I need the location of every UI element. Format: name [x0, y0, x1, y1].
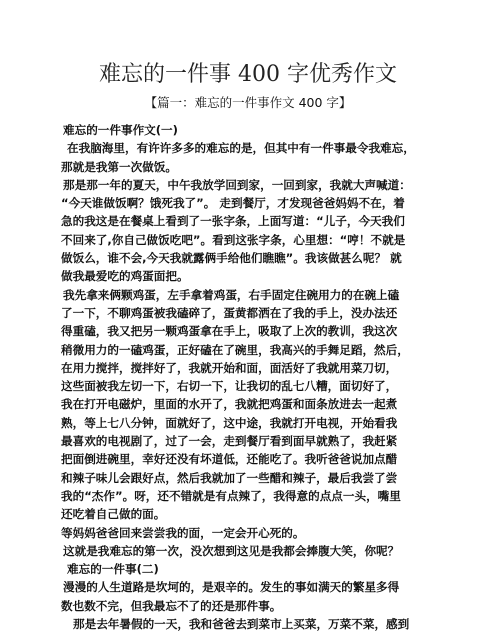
text-line: 数也数不完，但我最忘不了的还是那件事。 [61, 598, 282, 613]
text-line: 那是去年暑假的一天，我和爸爸去到菜市上买菜，万菜不菜，感到 [73, 617, 410, 632]
text-line: 我先拿来俩颗鸡蛋，左手拿着鸡蛋，右手固定住碗用力的在碗上磕 [63, 287, 400, 302]
text-line: 那是那一年的夏天，中午我放学回到家，一回到家，我就大声喊道： [63, 177, 411, 192]
text-line: 了一下，不聊鸡蛋被我磕碎了，蛋黄都洒在了我的手上，没办法还 [61, 305, 398, 320]
text-line: 和辣子味儿会跟好点，然后我就加了一些醋和辣子，最后我尝了尝 [61, 470, 398, 485]
text-line: 这些面被我左切一下，右切一下，让我切的乱七八糟，面切好了， [61, 379, 398, 394]
text-line: 把面倒进碗里，幸好还没有坏道低，还能吃了。我听爸爸说加点醋 [61, 452, 398, 467]
text-line: 做饭么，谁不会,今天我就露俩手给他们瞧瞧”。我该做甚么呢？ 就 [61, 251, 402, 266]
document-subtitle: 【篇一：难忘的一件事作文 400 字】 [144, 95, 352, 110]
text-line: 不回来了,你自己做饭吃吧”。看到这张字条，心里想：“哼！不就是 [61, 232, 406, 247]
text-line: 难忘的一件事(二) [67, 562, 159, 577]
document-title: 难忘的一件事 400 字优秀作文 [99, 62, 397, 87]
text-line: 还吃着自己做的面。 [61, 507, 166, 522]
text-line: 那就是我第一次做饭。 [61, 159, 177, 174]
text-line: 我的“杰作”。呀，还不错就是有点辣了，我得意的点点一头，嘴里 [61, 488, 401, 503]
text-line: 在用力搅拌，搅拌好了，我就开始和面，面活好了我就用菜刀切， [61, 360, 398, 375]
text-line: 我在打开电磁炉，里面的水开了，我就把鸡蛋和面条放进去一起煮 [61, 397, 398, 412]
text-line: 做我最爱吃的鸡蛋面把。 [61, 269, 189, 284]
text-line: 漫漫的人生道路是坎坷的，是艰辛的。发生的事如满天的繁星多得 [63, 580, 400, 595]
text-line: “今天谁做饭啊？饿死我了”。 走到餐厅，才发现爸爸妈妈不在，着 [61, 196, 405, 211]
text-line: 等妈妈爸爸回来尝尝我的面，一定会开心死的。 [61, 525, 305, 540]
text-line: 最喜欢的电视剧了，过了一会，走到餐厅看到面早就熟了，我赶紧 [61, 434, 398, 449]
text-line: 稍微用力的一磕鸡蛋，正好磕在了碗里，我高兴的手舞足蹈，然后， [61, 342, 409, 357]
text-line: 这就是我难忘的第一次，没次想到这见是我都会捧腹大笑，你呢？ [63, 543, 400, 558]
document-body [61, 121, 481, 633]
text-line: 难忘的一件事作文(一) [63, 123, 178, 137]
text-line: 在我脑海里，有许许多多的难忘的是，但其中有一件事最令我难忘， [67, 141, 415, 156]
text-line: 熟，等上七八分钟，面就好了，这中途，我就打开电视，开始看我 [61, 415, 398, 430]
text-line: 得重磕，我又把另一颗鸡蛋拿在手上，吸取了上次的教训，我这次 [61, 324, 398, 339]
text-line: 急的我这是在餐桌上看到了一张字条，上面写道：“儿子，今天我们 [61, 214, 405, 229]
